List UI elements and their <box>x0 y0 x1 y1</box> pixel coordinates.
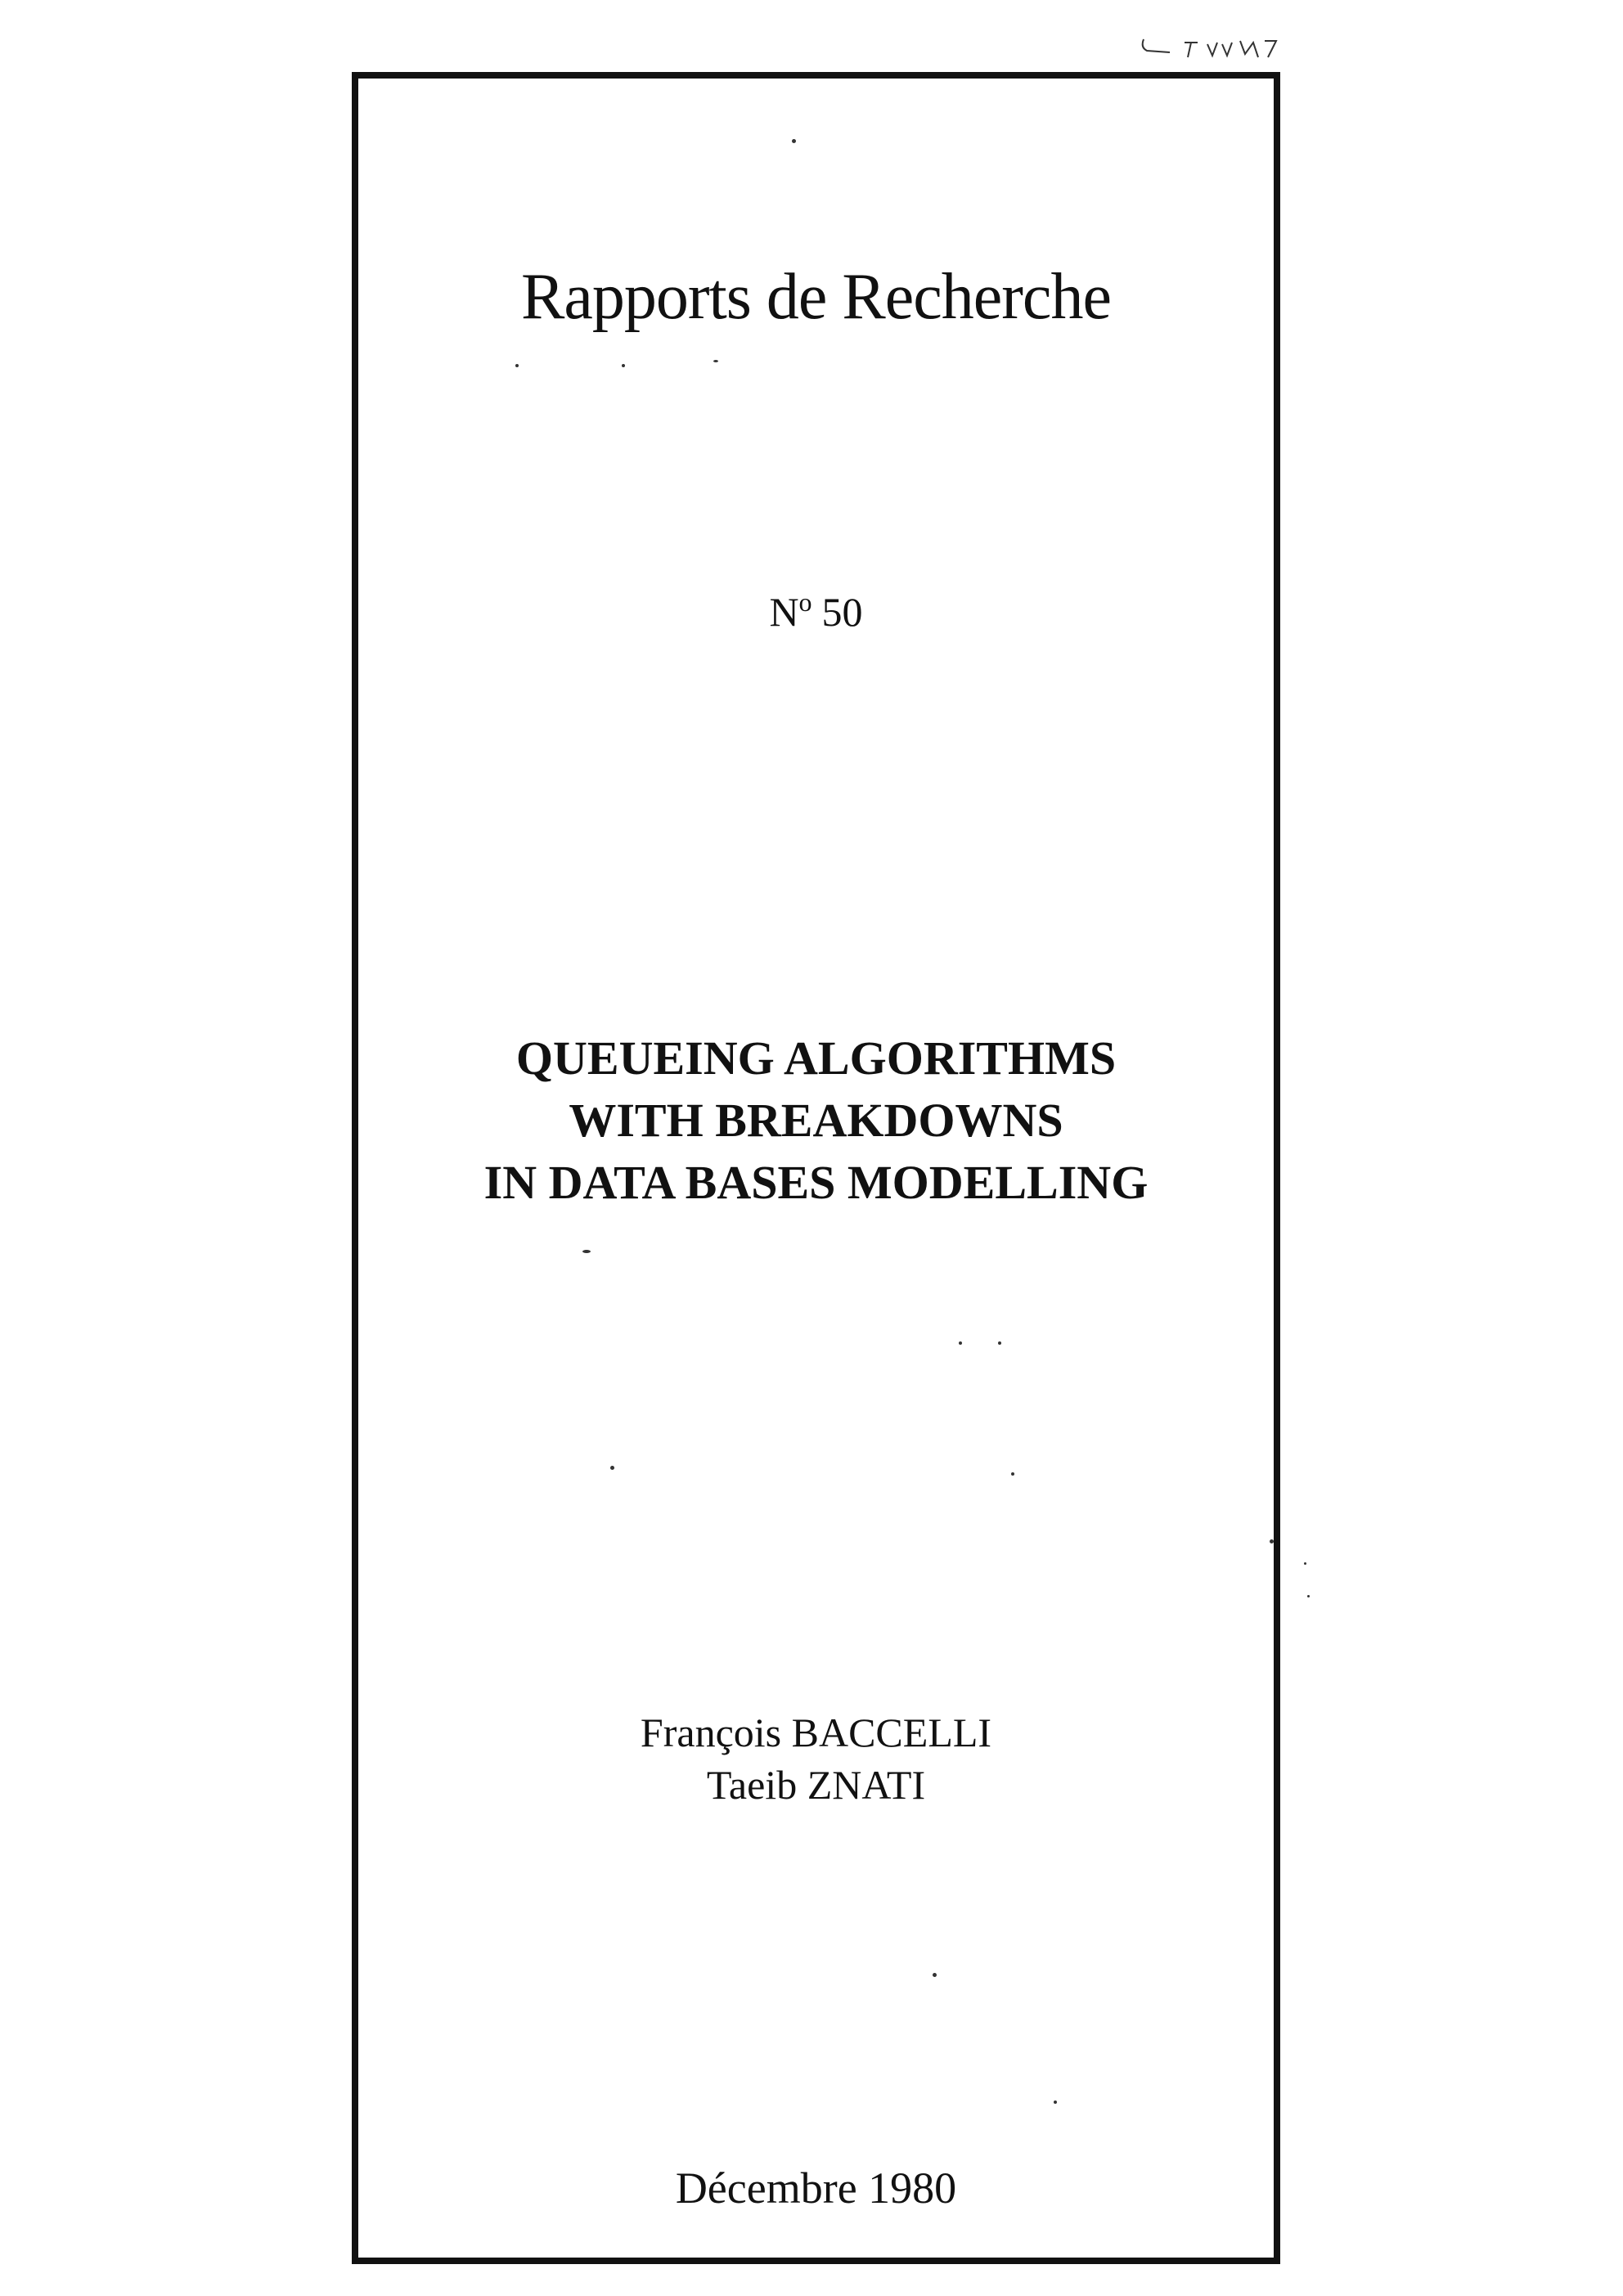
scan-speck <box>792 139 796 143</box>
scan-speck <box>1307 1595 1310 1597</box>
scan-speck <box>622 364 625 367</box>
author-name: François BACCELLI <box>640 1710 992 1755</box>
report-number-value: 50 <box>821 589 863 635</box>
report-title <box>358 1027 1274 1214</box>
report-number-prefix: N <box>769 589 799 635</box>
author-list <box>358 1706 1274 1811</box>
scan-speck <box>1054 2101 1057 2104</box>
scan-speck <box>515 364 519 367</box>
scan-speck <box>1304 1562 1306 1565</box>
report-title-line: IN DATA BASES MODELLING <box>483 1156 1149 1209</box>
report-number-superscript: o <box>798 587 812 617</box>
scan-speck <box>713 360 718 362</box>
scan-speck <box>1270 1539 1274 1543</box>
report-number <box>358 587 1274 636</box>
scan-speck <box>998 1341 1001 1345</box>
scan-speck <box>959 1341 962 1345</box>
scan-speck <box>1011 1472 1014 1476</box>
cover-frame <box>352 72 1280 2264</box>
scan-speck <box>933 1973 937 1977</box>
scan-speck <box>582 1250 591 1253</box>
author-name: Taeib ZNATI <box>706 1762 926 1808</box>
scan-speck <box>610 1466 614 1470</box>
report-title-line: WITH BREAKDOWNS <box>569 1094 1063 1147</box>
handwritten-archive-mark <box>1137 33 1293 65</box>
publication-date: Décembre 1980 <box>675 2163 957 2213</box>
report-title-line: QUEUEING ALGORITHMS <box>515 1031 1117 1085</box>
series-title: Rapports de Recherche <box>521 261 1111 333</box>
